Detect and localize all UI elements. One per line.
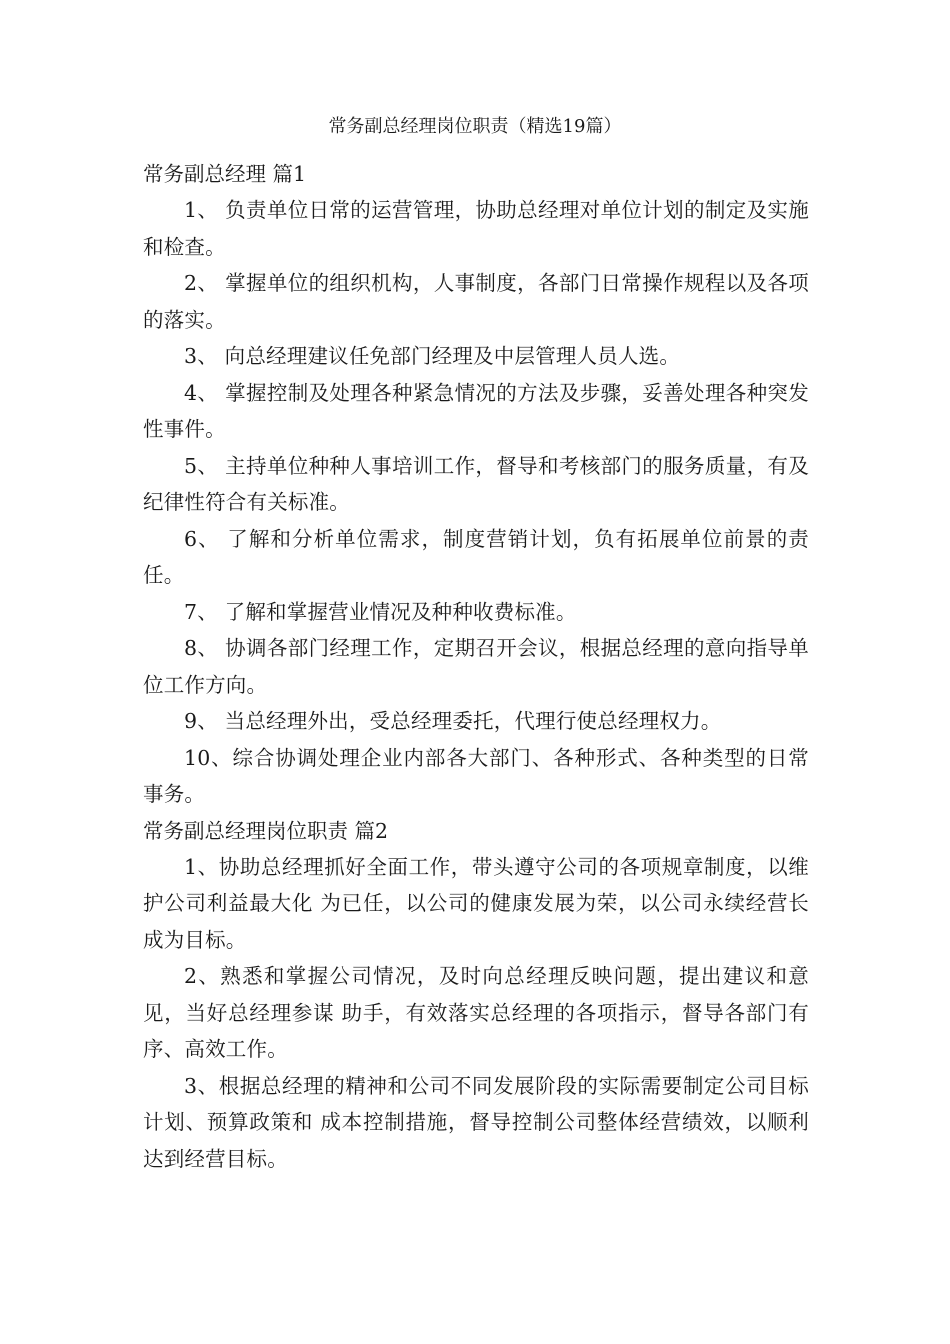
paragraph: 9、 当总经理外出，受总经理委托，代理行使总经理权力。: [184, 709, 722, 733]
paragraph: 5、 主持单位种种人事培训工作，督导和考核部门的服务质量，有及纪律性符合有关标准。: [143, 453, 809, 514]
document-title: 常务副总经理岗位职责（精选19篇）: [328, 116, 622, 137]
paragraph: 4、 掌握控制及处理各种紧急情况的方法及步骤，妥善处理各种突发性事件。: [143, 380, 809, 441]
section-heading: 常务副总经理 篇1: [143, 162, 307, 186]
paragraph: 3、根据总经理的精神和公司不同发展阶段的实际需要制定公司目标计划、预算政策和 成本控制措施，督导控制公司整体经营绩效，以顺利达到经营目标。: [143, 1073, 809, 1171]
document-body: [143, 156, 809, 1177]
paragraph: 1、协助总经理抓好全面工作，带头遵守公司的各项规章制度，以维护公司利益最大化 为已任，以公司的健康发展为荣，以公司永续经营长成为目标。: [143, 854, 809, 952]
paragraph: 7、 了解和掌握营业情况及种种收费标准。: [184, 599, 577, 624]
paragraph: 8、 协调各部门经理工作，定期召开会议，根据总经理的意向指导单位工作方向。: [143, 636, 809, 697]
paragraph: 10、综合协调处理企业内部各大部门、各种形式、各种类型的日常事务。: [143, 745, 809, 806]
paragraph: 1、 负责单位日常的运营管理，协助总经理对单位计划的制定及实施和检查。: [143, 198, 809, 259]
paragraph: 3、 向总经理建议任免部门经理及中层管理人员人选。: [184, 344, 681, 368]
paragraph: 6、 了解和分析单位需求，制度营销计划，负有拓展单位前景的责任。: [143, 526, 809, 587]
paragraph: 2、 掌握单位的组织机构，人事制度，各部门日常操作规程以及各项的落实。: [143, 271, 809, 332]
paragraph: 2、熟悉和掌握公司情况，及时向总经理反映问题，提出建议和意见，当好总经理参谋 助手，有效落实总经理的各项指示，督导各部门有序、高效工作。: [143, 964, 809, 1061]
section-heading: 常务副总经理岗位职责 篇2: [143, 818, 389, 843]
